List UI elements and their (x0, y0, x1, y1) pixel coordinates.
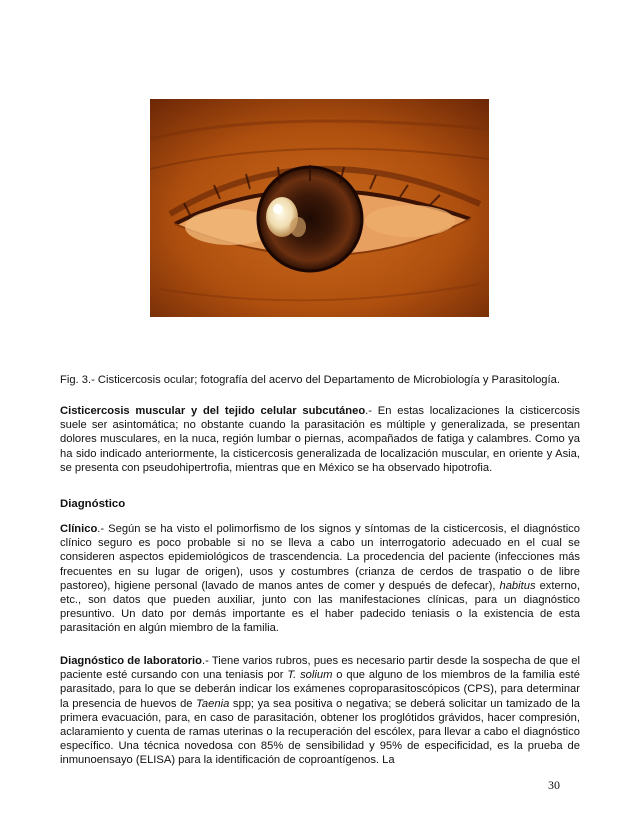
section-clinico-text-b: externo, etc., son datos que pueden auxiliar, junto con las manifestaciones clínicas, para un diagnóstico presuntivo. Un dato por demás importante es el haber padecido teniasis o la existencia de esta parasitación en algún miembro de la familia. (60, 579, 580, 635)
figure-caption: Fig. 3.- Cisticercosis ocular; fotografía del acervo del Departamento de Microbiología y Parasitología. (60, 374, 560, 386)
section-laboratorio-italic-a: T. solium (287, 669, 333, 682)
section-clinico (60, 522, 580, 636)
section-laboratorio (60, 654, 580, 768)
section-laboratorio-title: Diagnóstico de laboratorio (60, 655, 202, 667)
heading-diagnostico: Diagnóstico (60, 498, 126, 510)
section-laboratorio-text-b: o que alguno de los miembros de la familia esté parasitado, para lo que se deberán indicar los exámenes coproparasitoscópicos (CPS), para determinar la presencia de huevos de (60, 669, 581, 710)
section-muscular-text: .- En estas localizaciones la cisticercosis suele ser asintomática; no obstante cuando la parasitación es múltiple y generalizada, se presentan dolores musculares, en la nuca, región lumbar o piernas, acompañados de fatiga y calambres. Como ya ha sido indicado anteriormente, la cisticercosis generalizada de localización muscular, en oriente y Asia, se presenta con pseudohipertrofia, mientras que en México se ha observado hipotrofia. (60, 405, 580, 474)
section-laboratorio-italic-b: Taenia (196, 697, 230, 710)
section-muscular (60, 404, 580, 475)
section-laboratorio-text-a: .- Tiene varios rubros, pues es necesario partir desde la sospecha de que el paciente esté cursando con una teniasis por (60, 655, 580, 682)
eye-photograph-image (150, 99, 489, 317)
section-muscular-title: Cisticercosis muscular y del tejido celular subcutáneo (60, 405, 366, 417)
section-clinico-text-a: .- Según se ha visto el polimorfismo de los signos y síntomas de la cisticercosis, el diagnóstico clínico seguro es poco probable si no se lleva a cabo un interrogatorio adecuado en el cual se consideren aspectos epidemiológicos de trascendencia. La procedencia del paciente (infecciones más frecuentes en su lugar de origen), usos y costumbres (crianza de cerdos de traspatio o de libre pastoreo), higiene personal (lavado de manos antes de comer y después de defecar), (60, 523, 580, 592)
section-clinico-paragraph (60, 522, 580, 636)
eye-photograph (150, 99, 489, 317)
section-clinico-title: Clínico (60, 523, 98, 535)
section-clinico-italic: habitus (499, 579, 536, 592)
section-laboratorio-text-c: spp; ya sea positiva o negativa; se deberá solicitar un tamizado de la primera evacuación, para, en caso de parasitación, obtener los proglótidos grávidos, hacer compresión, aclaramiento y cuenta de ramas uterinas o la recuperación del escólex, para llevar a cabo el diagnóstico específico. Una técnica novedosa con 85% de sensibilidad y 95% de especificidad, es la prueba de inmunoensayo (ELISA) para la identificación de coproantígenos. La (60, 697, 580, 767)
page-number: 30 (548, 778, 560, 792)
section-muscular-paragraph (60, 404, 580, 475)
section-laboratorio-paragraph (60, 654, 580, 768)
